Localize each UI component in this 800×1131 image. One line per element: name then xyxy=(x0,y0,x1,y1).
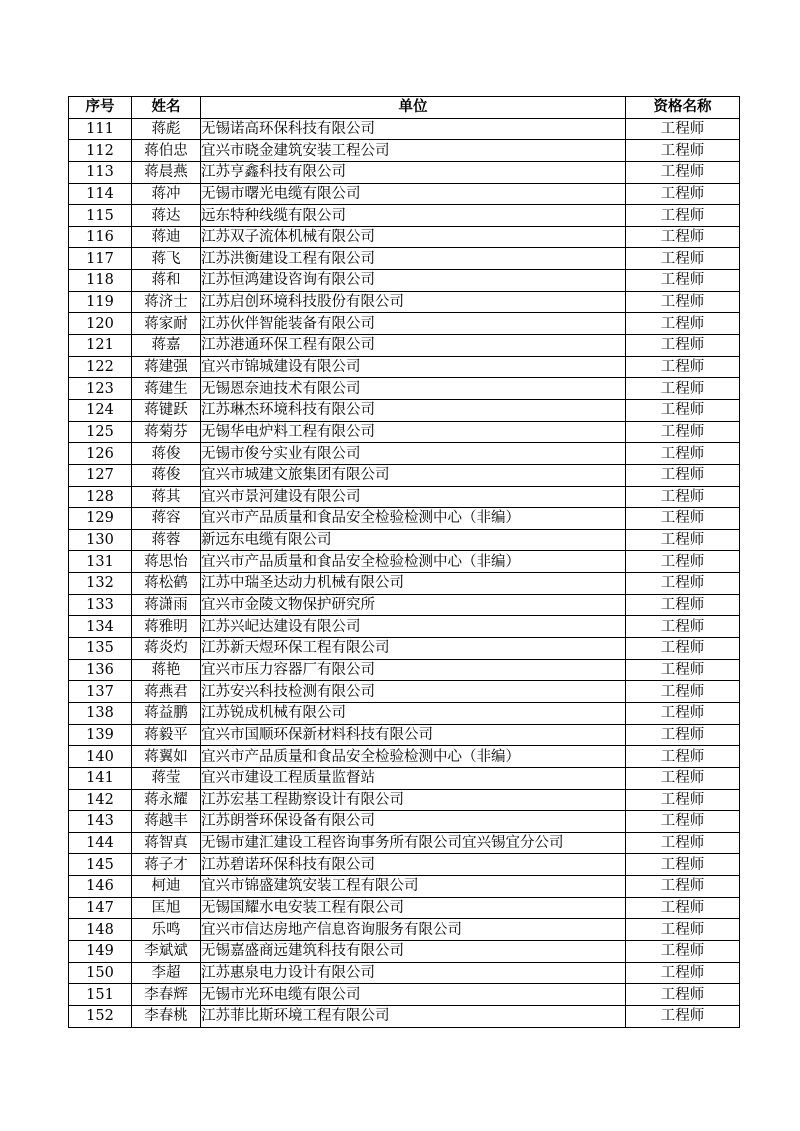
cell-unit: 江苏双子流体机械有限公司 xyxy=(201,226,626,248)
table-row xyxy=(69,140,740,162)
cell-unit: 无锡市俊兮实业有限公司 xyxy=(201,443,626,465)
cell-no: 115 xyxy=(69,205,132,227)
table-row xyxy=(69,248,740,270)
table-row xyxy=(69,486,740,508)
cell-qual: 工程师 xyxy=(626,616,740,638)
table-row xyxy=(69,594,740,616)
cell-unit: 江苏洪衡建设工程有限公司 xyxy=(201,248,626,270)
cell-qual: 工程师 xyxy=(626,270,740,292)
cell-name: 蒋其 xyxy=(132,486,201,508)
cell-unit: 无锡国耀水电安装工程有限公司 xyxy=(201,897,626,919)
cell-qual: 工程师 xyxy=(626,767,740,789)
cell-unit: 无锡市曙光电缆有限公司 xyxy=(201,183,626,205)
cell-unit: 宜兴市产品质量和食品安全检验检测中心（非编） xyxy=(201,746,626,768)
cell-name: 蒋达 xyxy=(132,205,201,227)
cell-qual: 工程师 xyxy=(626,897,740,919)
cell-qual: 工程师 xyxy=(626,486,740,508)
cell-unit: 宜兴市信达房地产信息咨询服务有限公司 xyxy=(201,919,626,941)
cell-no: 132 xyxy=(69,573,132,595)
cell-unit: 江苏亨鑫科技有限公司 xyxy=(201,161,626,183)
table-row xyxy=(69,616,740,638)
cell-unit: 江苏朗誉环保设备有限公司 xyxy=(201,811,626,833)
table-row xyxy=(69,659,740,681)
table-row xyxy=(69,183,740,205)
cell-no: 121 xyxy=(69,335,132,357)
cell-qual: 工程师 xyxy=(626,789,740,811)
cell-qual: 工程师 xyxy=(626,573,740,595)
cell-no: 147 xyxy=(69,897,132,919)
cell-no: 137 xyxy=(69,681,132,703)
cell-no: 114 xyxy=(69,183,132,205)
table-row xyxy=(69,356,740,378)
cell-unit: 宜兴市金陵文物保护研究所 xyxy=(201,594,626,616)
cell-no: 116 xyxy=(69,226,132,248)
cell-name: 蒋家耐 xyxy=(132,313,201,335)
table-row xyxy=(69,681,740,703)
cell-unit: 无锡市光环电缆有限公司 xyxy=(201,984,626,1006)
table-row xyxy=(69,464,740,486)
cell-no: 130 xyxy=(69,529,132,551)
cell-no: 119 xyxy=(69,291,132,313)
table-row xyxy=(69,161,740,183)
cell-no: 128 xyxy=(69,486,132,508)
cell-qual: 工程师 xyxy=(626,205,740,227)
cell-name: 蒋彪 xyxy=(132,118,201,140)
cell-qual: 工程师 xyxy=(626,140,740,162)
cell-no: 148 xyxy=(69,919,132,941)
cell-name: 蒋智真 xyxy=(132,832,201,854)
cell-unit: 江苏惠泉电力设计有限公司 xyxy=(201,962,626,984)
table-row xyxy=(69,573,740,595)
cell-qual: 工程师 xyxy=(626,356,740,378)
cell-qual: 工程师 xyxy=(626,919,740,941)
cell-name: 蒋翼如 xyxy=(132,746,201,768)
table-row xyxy=(69,724,740,746)
cell-qual: 工程师 xyxy=(626,702,740,724)
cell-no: 127 xyxy=(69,464,132,486)
table-row xyxy=(69,551,740,573)
cell-qual: 工程师 xyxy=(626,161,740,183)
cell-unit: 宜兴市国顺环保新材料科技有限公司 xyxy=(201,724,626,746)
cell-qual: 工程师 xyxy=(626,594,740,616)
cell-qual: 工程师 xyxy=(626,984,740,1006)
cell-name: 蒋燕君 xyxy=(132,681,201,703)
cell-qual: 工程师 xyxy=(626,335,740,357)
cell-name: 李春桃 xyxy=(132,1005,201,1027)
cell-no: 139 xyxy=(69,724,132,746)
cell-name: 蒋子才 xyxy=(132,854,201,876)
cell-unit: 无锡华电炉料工程有限公司 xyxy=(201,421,626,443)
cell-qual: 工程师 xyxy=(626,940,740,962)
cell-qual: 工程师 xyxy=(626,638,740,660)
cell-unit: 宜兴市景河建设有限公司 xyxy=(201,486,626,508)
cell-qual: 工程师 xyxy=(626,724,740,746)
cell-no: 149 xyxy=(69,940,132,962)
cell-qual: 工程师 xyxy=(626,508,740,530)
cell-unit: 江苏安兴科技检测有限公司 xyxy=(201,681,626,703)
table-row xyxy=(69,638,740,660)
table-row xyxy=(69,1005,740,1027)
cell-name: 李斌斌 xyxy=(132,940,201,962)
table-row xyxy=(69,421,740,443)
cell-name: 蒋菊芬 xyxy=(132,421,201,443)
table-row xyxy=(69,811,740,833)
cell-no: 131 xyxy=(69,551,132,573)
cell-name: 蒋炎灼 xyxy=(132,638,201,660)
cell-no: 143 xyxy=(69,811,132,833)
cell-unit: 江苏伙伴智能装备有限公司 xyxy=(201,313,626,335)
cell-qual: 工程师 xyxy=(626,378,740,400)
cell-qual: 工程师 xyxy=(626,313,740,335)
cell-no: 152 xyxy=(69,1005,132,1027)
cell-name: 蒋思怡 xyxy=(132,551,201,573)
table-row xyxy=(69,746,740,768)
table-row xyxy=(69,940,740,962)
cell-no: 122 xyxy=(69,356,132,378)
cell-qual: 工程师 xyxy=(626,746,740,768)
cell-name: 蒋莹 xyxy=(132,767,201,789)
table-row xyxy=(69,984,740,1006)
cell-name: 蒋和 xyxy=(132,270,201,292)
table-row xyxy=(69,919,740,941)
cell-unit: 无锡恩奈迪技术有限公司 xyxy=(201,378,626,400)
cell-qual: 工程师 xyxy=(626,183,740,205)
cell-no: 142 xyxy=(69,789,132,811)
cell-qual: 工程师 xyxy=(626,464,740,486)
cell-unit: 宜兴市产品质量和食品安全检验检测中心（非编） xyxy=(201,508,626,530)
cell-no: 120 xyxy=(69,313,132,335)
cell-unit: 江苏兴屺达建设有限公司 xyxy=(201,616,626,638)
table-row xyxy=(69,270,740,292)
cell-no: 141 xyxy=(69,767,132,789)
table-row xyxy=(69,378,740,400)
cell-no: 140 xyxy=(69,746,132,768)
cell-name: 蒋潇雨 xyxy=(132,594,201,616)
cell-no: 124 xyxy=(69,399,132,421)
cell-unit: 宜兴市压力容器厂有限公司 xyxy=(201,659,626,681)
cell-name: 乐鸣 xyxy=(132,919,201,941)
table-row xyxy=(69,767,740,789)
cell-name: 蒋伯忠 xyxy=(132,140,201,162)
cell-qual: 工程师 xyxy=(626,421,740,443)
table-row xyxy=(69,291,740,313)
table-row xyxy=(69,443,740,465)
cell-no: 134 xyxy=(69,616,132,638)
cell-qual: 工程师 xyxy=(626,118,740,140)
table-row xyxy=(69,118,740,140)
cell-qual: 工程师 xyxy=(626,1005,740,1027)
cell-no: 133 xyxy=(69,594,132,616)
cell-unit: 宜兴市锦盛建筑安装工程有限公司 xyxy=(201,876,626,898)
table-row xyxy=(69,789,740,811)
cell-unit: 江苏港通环保工程有限公司 xyxy=(201,335,626,357)
cell-qual: 工程师 xyxy=(626,291,740,313)
cell-unit: 无锡市建汇建设工程咨询事务所有限公司宜兴锡宜分公司 xyxy=(201,832,626,854)
cell-unit: 江苏碧诺环保科技有限公司 xyxy=(201,854,626,876)
table-row xyxy=(69,962,740,984)
table-row xyxy=(69,832,740,854)
cell-name: 柯迪 xyxy=(132,876,201,898)
cell-qual: 工程师 xyxy=(626,876,740,898)
cell-unit: 江苏菲比斯环境工程有限公司 xyxy=(201,1005,626,1027)
cell-unit: 宜兴市城建文旅集团有限公司 xyxy=(201,464,626,486)
header-no: 序号 xyxy=(69,97,132,119)
cell-qual: 工程师 xyxy=(626,854,740,876)
cell-name: 蒋容 xyxy=(132,508,201,530)
cell-no: 129 xyxy=(69,508,132,530)
cell-no: 150 xyxy=(69,962,132,984)
cell-unit: 宜兴市晓金建筑安装工程公司 xyxy=(201,140,626,162)
cell-no: 126 xyxy=(69,443,132,465)
cell-name: 蒋俊 xyxy=(132,443,201,465)
cell-name: 蒋雅明 xyxy=(132,616,201,638)
cell-name: 蒋越丰 xyxy=(132,811,201,833)
table-row xyxy=(69,226,740,248)
cell-no: 138 xyxy=(69,702,132,724)
cell-name: 李超 xyxy=(132,962,201,984)
table-body xyxy=(69,118,740,1027)
cell-name: 蒋嘉 xyxy=(132,335,201,357)
cell-name: 蒋蓉 xyxy=(132,529,201,551)
cell-unit: 远东特种线缆有限公司 xyxy=(201,205,626,227)
cell-name: 蒋键跃 xyxy=(132,399,201,421)
table-row xyxy=(69,508,740,530)
cell-no: 118 xyxy=(69,270,132,292)
cell-qual: 工程师 xyxy=(626,681,740,703)
table-header-row xyxy=(69,97,740,119)
cell-unit: 江苏琳杰环境科技有限公司 xyxy=(201,399,626,421)
cell-name: 蒋建强 xyxy=(132,356,201,378)
cell-qual: 工程师 xyxy=(626,811,740,833)
roster-table xyxy=(68,96,740,1028)
cell-unit: 无锡诺高环保科技有限公司 xyxy=(201,118,626,140)
cell-no: 145 xyxy=(69,854,132,876)
cell-unit: 江苏中瑞圣达动力机械有限公司 xyxy=(201,573,626,595)
cell-no: 136 xyxy=(69,659,132,681)
cell-qual: 工程师 xyxy=(626,443,740,465)
cell-unit: 江苏锐成机械有限公司 xyxy=(201,702,626,724)
cell-qual: 工程师 xyxy=(626,399,740,421)
cell-name: 蒋永耀 xyxy=(132,789,201,811)
cell-qual: 工程师 xyxy=(626,529,740,551)
cell-unit: 江苏恒鸿建设咨询有限公司 xyxy=(201,270,626,292)
cell-unit: 江苏新天煜环保工程有限公司 xyxy=(201,638,626,660)
cell-unit: 宜兴市建设工程质量监督站 xyxy=(201,767,626,789)
cell-no: 111 xyxy=(69,118,132,140)
cell-name: 蒋晨燕 xyxy=(132,161,201,183)
cell-qual: 工程师 xyxy=(626,962,740,984)
table-row xyxy=(69,897,740,919)
cell-name: 蒋松鹤 xyxy=(132,573,201,595)
cell-name: 蒋建生 xyxy=(132,378,201,400)
cell-qual: 工程师 xyxy=(626,832,740,854)
cell-no: 113 xyxy=(69,161,132,183)
cell-name: 蒋冲 xyxy=(132,183,201,205)
cell-no: 135 xyxy=(69,638,132,660)
table-row xyxy=(69,702,740,724)
cell-no: 151 xyxy=(69,984,132,1006)
cell-no: 117 xyxy=(69,248,132,270)
table-row xyxy=(69,205,740,227)
cell-name: 蒋济士 xyxy=(132,291,201,313)
cell-qual: 工程师 xyxy=(626,248,740,270)
cell-no: 112 xyxy=(69,140,132,162)
table-row xyxy=(69,876,740,898)
cell-no: 125 xyxy=(69,421,132,443)
cell-qual: 工程师 xyxy=(626,659,740,681)
cell-name: 李春辉 xyxy=(132,984,201,1006)
table-row xyxy=(69,529,740,551)
table-row xyxy=(69,854,740,876)
cell-unit: 江苏启创环境科技股份有限公司 xyxy=(201,291,626,313)
cell-no: 123 xyxy=(69,378,132,400)
table-row xyxy=(69,399,740,421)
cell-name: 匡旭 xyxy=(132,897,201,919)
cell-name: 蒋毅平 xyxy=(132,724,201,746)
header-name: 姓名 xyxy=(132,97,201,119)
cell-name: 蒋迪 xyxy=(132,226,201,248)
cell-unit: 无锡嘉盛商远建筑科技有限公司 xyxy=(201,940,626,962)
cell-name: 蒋益鹏 xyxy=(132,702,201,724)
cell-unit: 宜兴市产品质量和食品安全检验检测中心（非编） xyxy=(201,551,626,573)
cell-qual: 工程师 xyxy=(626,551,740,573)
cell-name: 蒋俊 xyxy=(132,464,201,486)
cell-unit: 江苏宏基工程勘察设计有限公司 xyxy=(201,789,626,811)
cell-qual: 工程师 xyxy=(626,226,740,248)
table-row xyxy=(69,335,740,357)
table-row xyxy=(69,313,740,335)
cell-no: 146 xyxy=(69,876,132,898)
header-unit: 单位 xyxy=(201,97,626,119)
cell-unit: 宜兴市锦城建设有限公司 xyxy=(201,356,626,378)
cell-name: 蒋飞 xyxy=(132,248,201,270)
cell-unit: 新远东电缆有限公司 xyxy=(201,529,626,551)
cell-no: 144 xyxy=(69,832,132,854)
header-qual: 资格名称 xyxy=(626,97,740,119)
cell-name: 蒋艳 xyxy=(132,659,201,681)
